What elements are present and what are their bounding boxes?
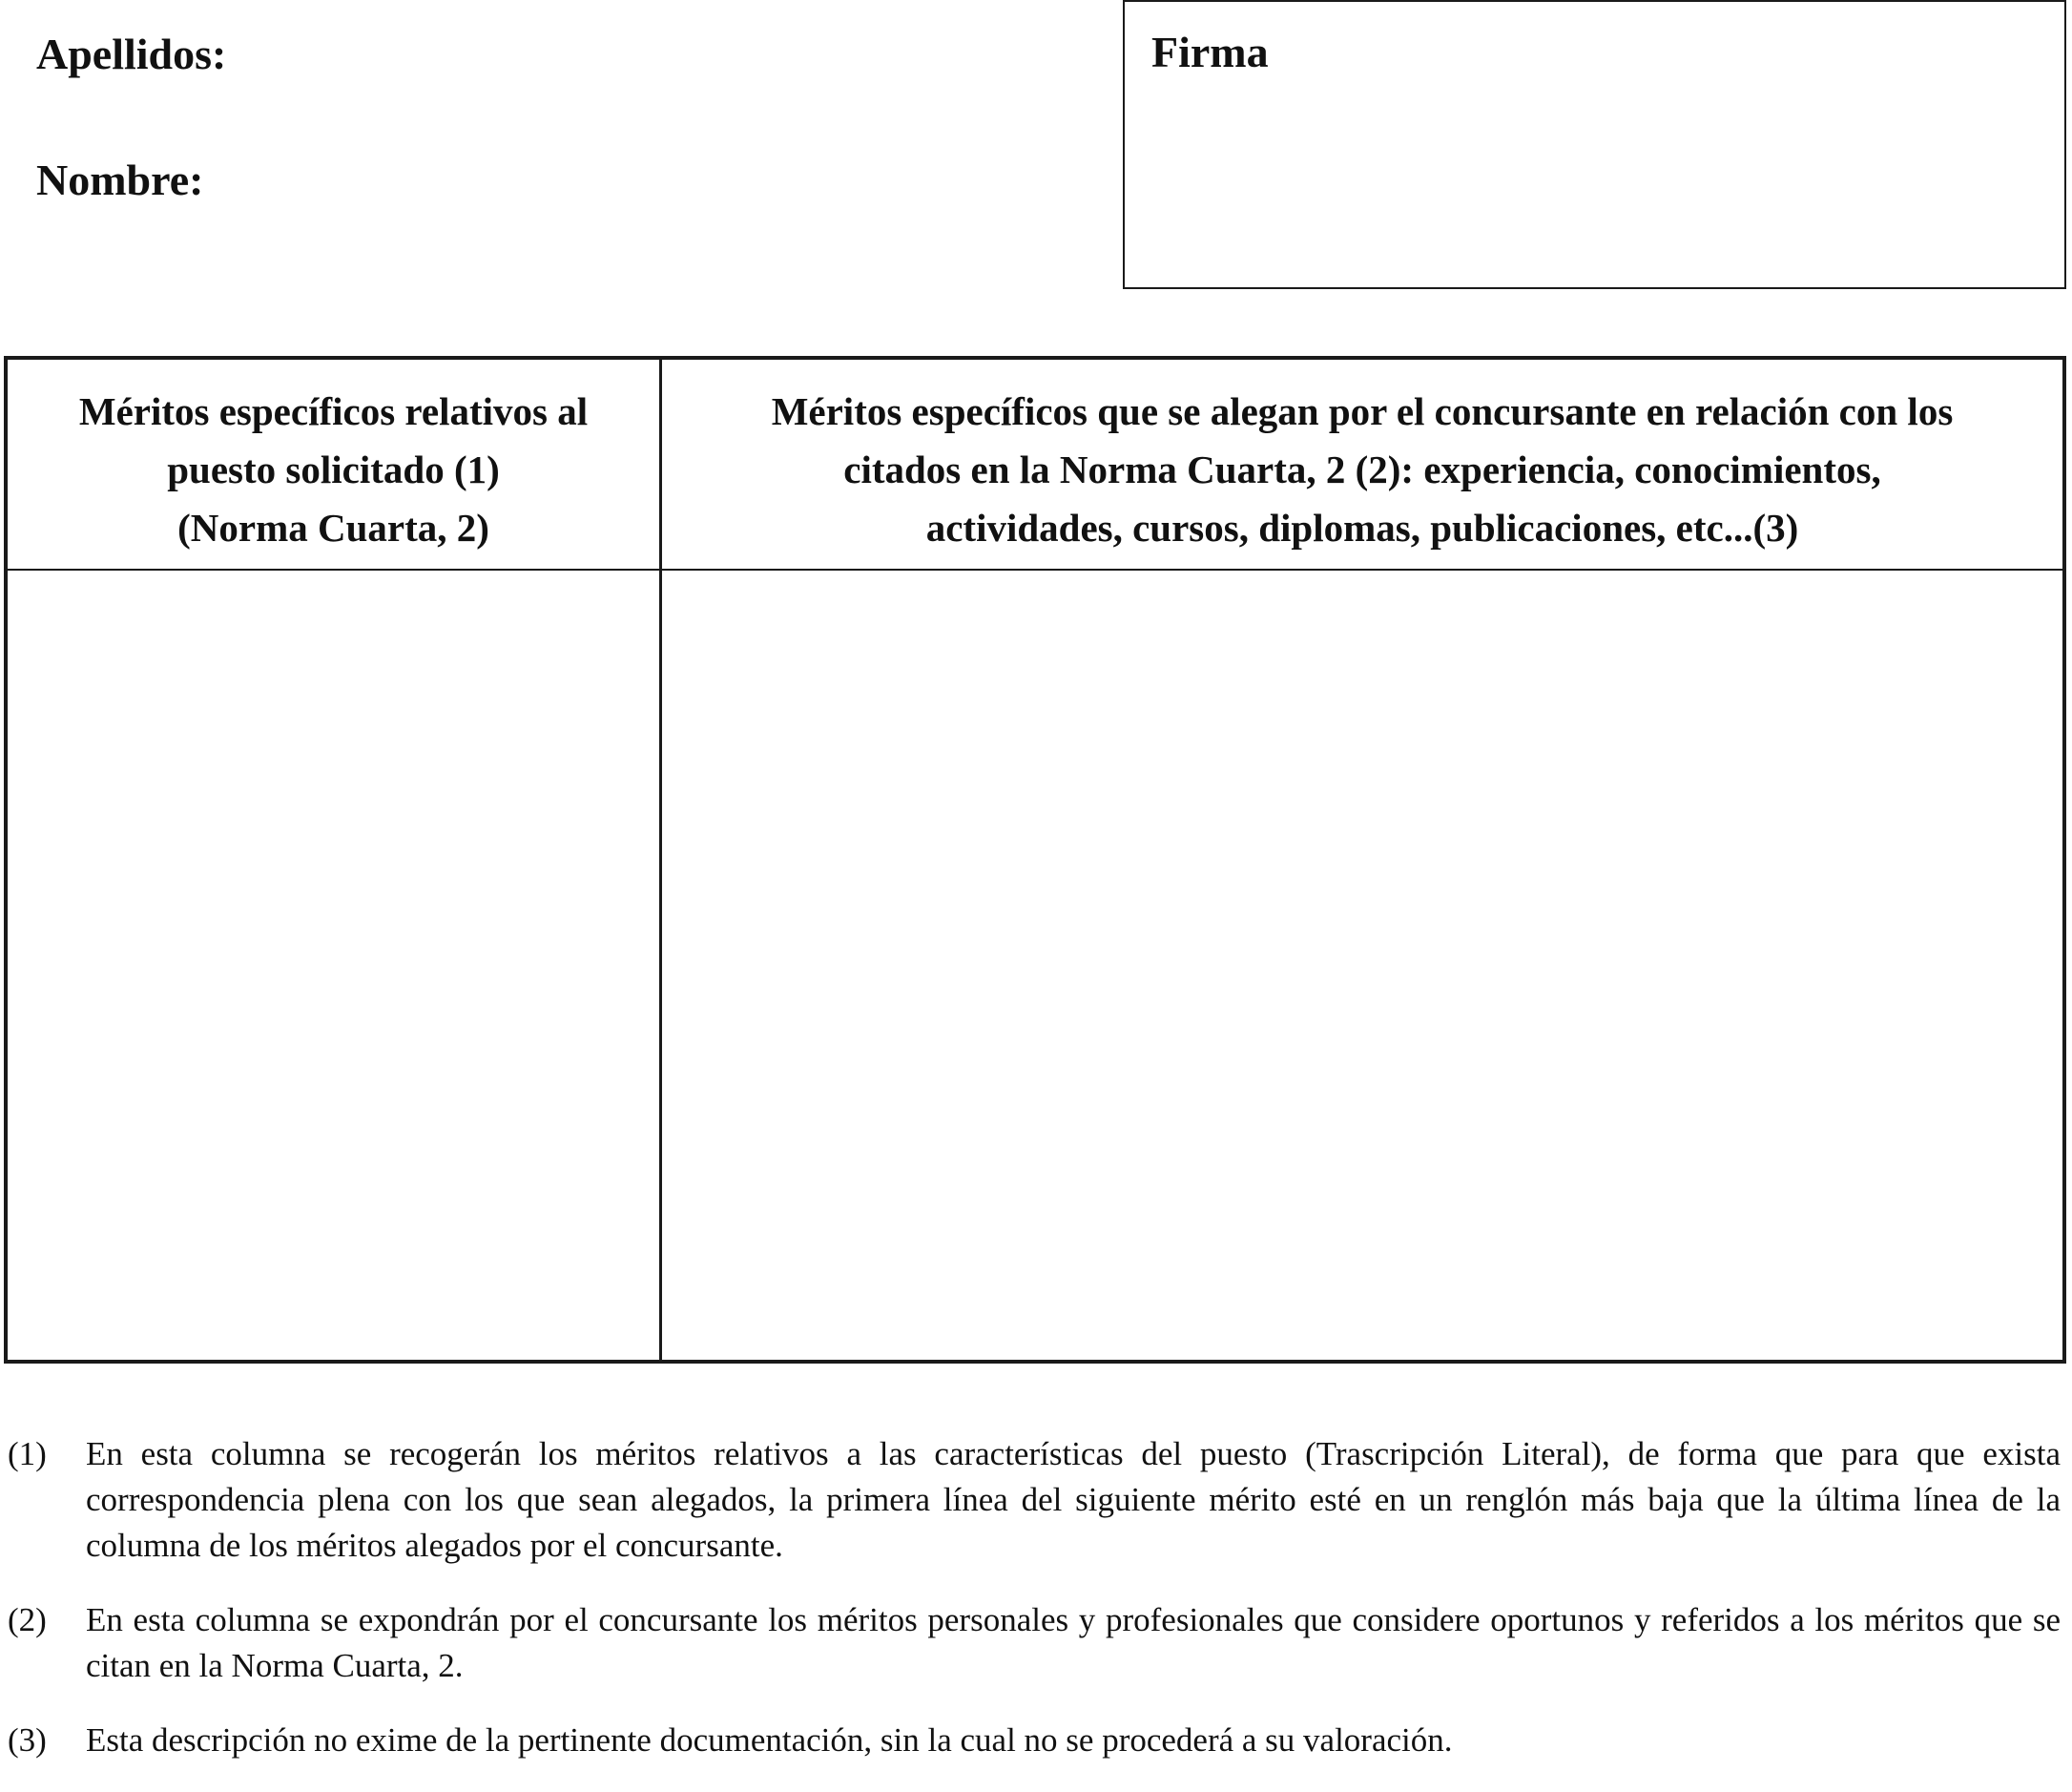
header-merits-required-line: puesto solicitado (1): [167, 448, 500, 491]
firma-label: Firma: [1151, 28, 1269, 76]
footnote-text: En esta columna se recogerán los méritos relativos a las características del puesto (Trascripción Literal), de forma que para que exista correspondencia plena con los que sean alegados, la primera línea del siguiente mérito esté en un renglón más baja que la última línea de la columna de los méritos alegados por el concursante.: [86, 1435, 2061, 1564]
footnote: [8, 1718, 2061, 1763]
footnotes: [8, 1431, 2061, 1792]
nombre-label: Nombre:: [36, 156, 204, 204]
footnote: [8, 1597, 2061, 1689]
header-divider: [8, 569, 2062, 571]
apellidos-label: Apellidos:: [36, 30, 227, 78]
merits-table: [4, 356, 2066, 1364]
signature-box[interactable]: [1123, 0, 2066, 289]
footnote-number: (1): [8, 1435, 47, 1472]
footnote-number: (3): [8, 1721, 47, 1759]
header-merits-claimed-line: Méritos específicos que se alegan por el concursante en relación con los: [771, 389, 1954, 433]
footnote: [8, 1431, 2061, 1569]
header-merits-claimed-line: actividades, cursos, diplomas, publicaciones, etc...(3): [925, 506, 1799, 550]
footnote-text: Esta descripción no exime de la pertinente documentación, sin la cual no se procederá a su valoración.: [86, 1721, 1453, 1759]
header-merits-required-line: Méritos específicos relativos al: [78, 389, 589, 433]
header-merits-claimed-line: citados en la Norma Cuarta, 2 (2): experiencia, conocimientos,: [843, 448, 1881, 491]
header-merits-required: [8, 383, 659, 557]
header-merits-claimed: [662, 383, 2062, 557]
footnote-text: En esta columna se expondrán por el concursante los méritos personales y profesionales que considere oportunos y referidos a los méritos que se citan en la Norma Cuarta, 2.: [86, 1601, 2061, 1684]
footnote-number: (2): [8, 1601, 47, 1638]
header-merits-required-line: (Norma Cuarta, 2): [177, 506, 489, 550]
